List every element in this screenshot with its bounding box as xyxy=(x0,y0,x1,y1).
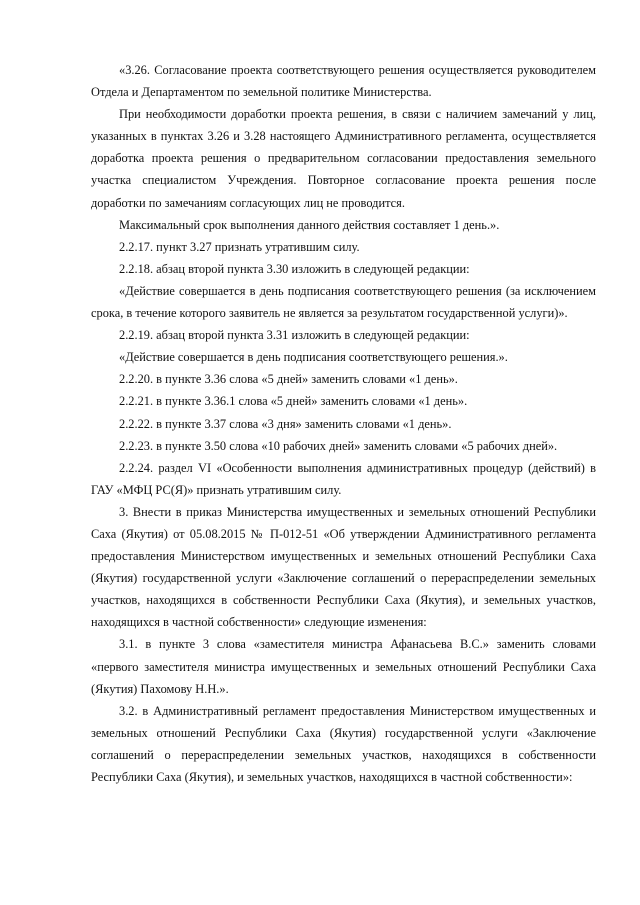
document-page xyxy=(91,59,596,788)
paragraph: 2.2.24. раздел VI «Особенности выполнения административных процедур (действий) в ГАУ «МФЦ РС(Я)» признать утратившим силу. xyxy=(91,460,596,497)
paragraph: 2.2.20. в пункте 3.36 слова «5 дней» заменить словами «1 день». xyxy=(119,372,458,387)
paragraph: 2.2.23. в пункте 3.50 слова «10 рабочих дней» заменить словами «5 рабочих дней». xyxy=(119,438,558,453)
paragraph: Максимальный срок выполнения данного действия составляет 1 день.». xyxy=(119,217,500,232)
paragraph: 3. Внести в приказ Министерства имущественных и земельных отношений Республики Саха (Якутия) от 05.08.2015 № П-012-51 «Об утверждении Административного регламента предоставления Министерством имущественных и земельных отношений Республики Саха (Якутия) государственной услуги «Заключение соглашений о перераспределении земельных участков, находящихся в собственности Республики Саха (Якутия), и земельных участков, находящихся в частной собственности» следующие изменения: xyxy=(91,504,596,630)
paragraph: 2.2.19. абзац второй пункта 3.31 изложить в следующей редакции: xyxy=(119,328,470,343)
paragraph: 3.1. в пункте 3 слова «заместителя министра Афанасьева В.С.» заменить словами «первого заместителя министра имущественных и земельных отношений Республики Саха (Якутия) Пахомову Н.Н.». xyxy=(91,637,596,696)
paragraph: 2.2.22. в пункте 3.37 слова «3 дня» заменить словами «1 день». xyxy=(119,416,452,431)
paragraph: «Действие совершается в день подписания соответствующего решения (за исключением срока, в течение которого заявитель не является за результатом государственной услуги)». xyxy=(91,283,596,321)
paragraph: «3.26. Согласование проекта соответствующего решения осуществляется руководителем Отдела и Департаментом по земельной политике Министерства. xyxy=(91,63,596,100)
paragraph: 2.2.17. пункт 3.27 признать утратившим силу. xyxy=(119,239,360,254)
paragraph: 2.2.18. абзац второй пункта 3.30 изложить в следующей редакции: xyxy=(119,261,470,276)
paragraph: 3.2. в Административный регламент предоставления Министерством имущественных и земельных отношений Республики Саха (Якутия) государственной услуги «Заключение соглашений о перераспределении земельных участков, находящихся в собственности Республики Саха (Якутия), и земельных участков, находящихся в частной собственности»: xyxy=(91,703,596,784)
paragraph: При необходимости доработки проекта решения, в связи с наличием замечаний у лиц, указанных в пунктах 3.26 и 3.28 настоящего Административного регламента, осуществляется доработка проекта решения о предварительном согласовании предоставления земельного участка специалистом Учреждения. Повторное согласование проекта решения после доработки по замечаниям согласующих лиц не проводится. xyxy=(91,107,596,210)
paragraph: «Действие совершается в день подписания соответствующего решения.». xyxy=(119,350,508,365)
paragraph: 2.2.21. в пункте 3.36.1 слова «5 дней» заменить словами «1 день». xyxy=(119,394,468,409)
